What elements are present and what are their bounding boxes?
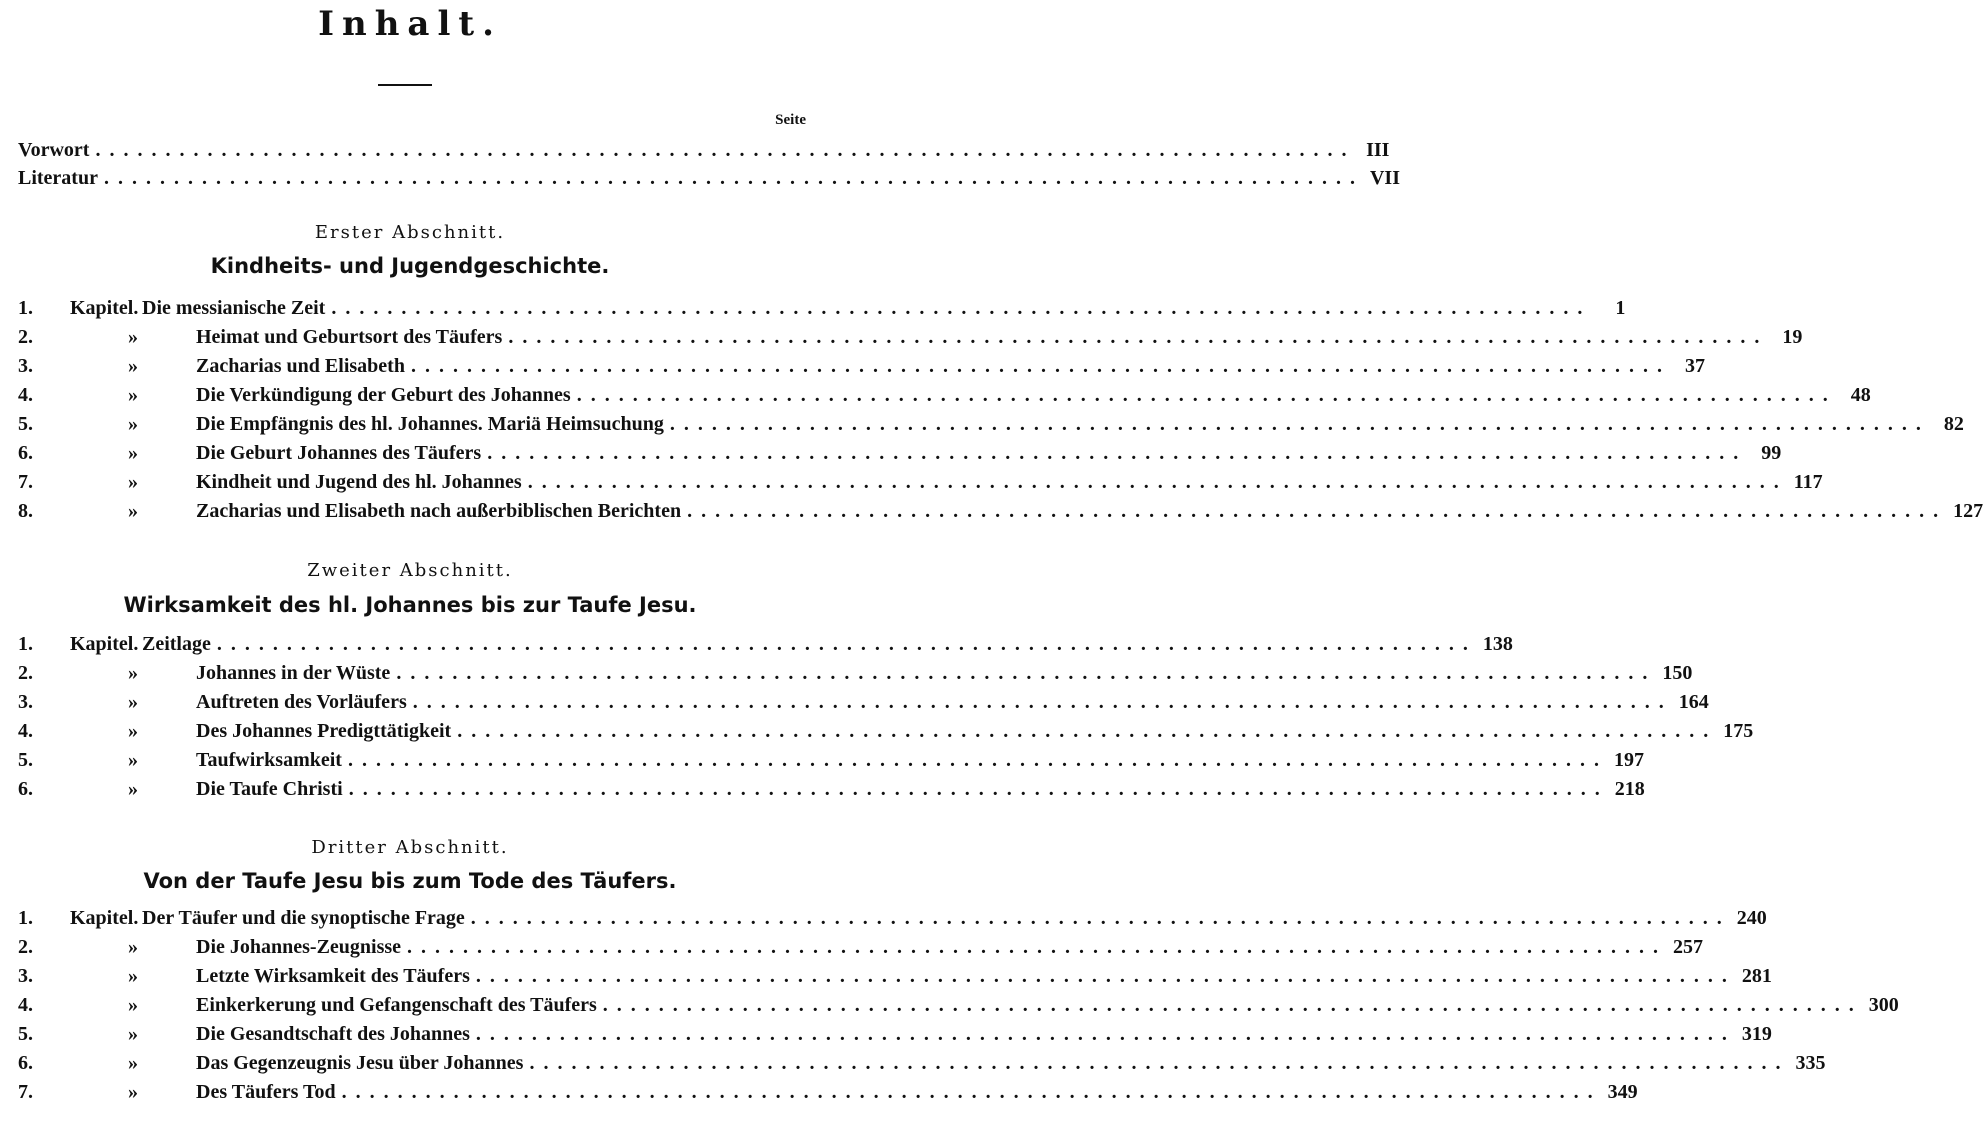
entry-title: Die Empfängnis des hl. Johannes. Mariä Heimsuchung: [196, 413, 664, 435]
chapter-number: 2.: [18, 662, 33, 684]
leader-dots: ..........................................................................................: [216, 633, 1477, 655]
entry-page: 300: [1868, 994, 1899, 1016]
chapter-label: Kapitel.: [70, 633, 139, 655]
leader-dots: ..........................................................................................: [475, 965, 1736, 987]
toc-entry[interactable]: [18, 994, 1899, 1020]
entry-page: 197: [1613, 749, 1644, 771]
chapter-number: 3.: [18, 691, 33, 713]
ditto-mark: »: [128, 994, 138, 1016]
entry-title: Heimat und Geburtsort des Täufers: [196, 326, 503, 348]
toc-entry[interactable]: [18, 907, 1767, 933]
chapter-number: 3.: [18, 965, 33, 987]
toc-entry-vorwort[interactable]: [18, 139, 1390, 165]
entry-title: Des Johannes Predigttätigkeit: [196, 720, 452, 742]
chapter-number: 5.: [18, 413, 33, 435]
chapter-number: 5.: [18, 1023, 33, 1045]
toc-entry[interactable]: [18, 936, 1704, 962]
ditto-mark: »: [128, 720, 138, 742]
ditto-mark: »: [128, 413, 138, 435]
entry-page: 349: [1607, 1081, 1638, 1103]
leader-dots: ..........................................................................................: [527, 471, 1788, 493]
page-title: Inhalt.: [318, 4, 502, 44]
leader-dots: ..........................................................................................: [457, 720, 1718, 742]
entry-title: Einkerkerung und Gefangenschaft des Täufers: [196, 994, 597, 1016]
entry-page: 48: [1850, 384, 1871, 406]
ditto-mark: »: [128, 326, 138, 348]
leader-dots: ..........................................................................................: [470, 907, 1731, 929]
entry-page: 127: [1953, 500, 1983, 522]
leader-dots: ..........................................................................................: [576, 384, 1837, 406]
leader-dots: ..........................................................................................: [103, 167, 1364, 189]
entry-title: Literatur: [18, 167, 98, 189]
section-1-title: Kindheits- und Jugendgeschichte.: [210, 254, 610, 278]
title-rule: [378, 84, 432, 86]
ditto-mark: »: [128, 749, 138, 771]
entry-title: Taufwirksamkeit: [196, 749, 342, 771]
ditto-mark: »: [128, 442, 138, 464]
toc-entry-literatur[interactable]: [18, 167, 1400, 193]
entry-page: VII: [1369, 167, 1400, 189]
toc-entry[interactable]: [18, 471, 1823, 497]
entry-title: Die Taufe Christi: [196, 778, 343, 800]
entry-title: Die Johannes-Zeugnisse: [196, 936, 402, 958]
leader-dots: ..........................................................................................: [331, 297, 1592, 319]
entry-title: Johannes in der Wüste: [196, 662, 391, 684]
chapter-number: 3.: [18, 355, 33, 377]
entry-page: 257: [1673, 936, 1704, 958]
leader-dots: ..........................................................................................: [669, 413, 1930, 435]
entry-title: Auftreten des Vorläufers: [196, 691, 407, 713]
toc-entry[interactable]: [18, 749, 1644, 775]
leader-dots: ..........................................................................................: [602, 994, 1863, 1016]
section-3-name: Dritter Abschnitt.: [311, 837, 509, 858]
chapter-number: 1.: [18, 297, 33, 319]
ditto-mark: »: [128, 500, 138, 522]
leader-dots: ..........................................................................................: [347, 749, 1608, 771]
entry-title: Der Täufer und die synoptische Frage: [142, 907, 465, 929]
entry-title: Die Geburt Johannes des Täufers: [196, 442, 482, 464]
entry-title: Das Gegenzeugnis Jesu über Johannes: [196, 1052, 524, 1074]
leader-dots: ..........................................................................................: [687, 500, 1948, 522]
toc-entry[interactable]: [18, 778, 1645, 804]
chapter-number: 7.: [18, 1081, 33, 1103]
leader-dots: ..........................................................................................: [475, 1023, 1736, 1045]
chapter-label: Kapitel.: [70, 297, 139, 319]
section-2-title: Wirksamkeit des hl. Johannes bis zur Taufe Jesu.: [123, 593, 697, 617]
entry-page: 164: [1678, 691, 1709, 713]
toc-entry[interactable]: [18, 1081, 1638, 1107]
toc-entry[interactable]: [18, 965, 1772, 991]
toc-entry[interactable]: [18, 384, 1871, 410]
toc-entry[interactable]: [18, 297, 1626, 323]
chapter-number: 4.: [18, 384, 33, 406]
chapter-number: 1.: [18, 907, 33, 929]
chapter-number: 6.: [18, 778, 33, 800]
entry-title: Zacharias und Elisabeth: [196, 355, 405, 377]
chapter-number: 2.: [18, 326, 33, 348]
entry-page: 19: [1782, 326, 1803, 348]
ditto-mark: »: [128, 1052, 138, 1074]
ditto-mark: »: [128, 691, 138, 713]
leader-dots: ..........................................................................................: [508, 326, 1769, 348]
entry-page: 99: [1761, 442, 1782, 464]
toc-entry[interactable]: [18, 355, 1705, 381]
entry-title: Die Gesandtschaft des Johannes: [196, 1023, 470, 1045]
ditto-mark: »: [128, 936, 138, 958]
entry-title: Vorwort: [18, 139, 90, 161]
ditto-mark: »: [128, 965, 138, 987]
entry-page: 319: [1741, 1023, 1772, 1045]
chapter-number: 6.: [18, 1052, 33, 1074]
chapter-number: 6.: [18, 442, 33, 464]
leader-dots: ..........................................................................................: [407, 936, 1668, 958]
chapter-number: 7.: [18, 471, 33, 493]
ditto-mark: »: [128, 1023, 138, 1045]
chapter-number: 8.: [18, 500, 33, 522]
entry-page: 240: [1736, 907, 1767, 929]
entry-title: Kindheit und Jugend des hl. Johannes: [196, 471, 522, 493]
section-1-name: Erster Abschnitt.: [314, 222, 506, 243]
leader-dots: ..........................................................................................: [410, 355, 1671, 377]
seite-label: Seite: [775, 112, 806, 128]
entry-page: 281: [1741, 965, 1772, 987]
entry-page: 150: [1662, 662, 1693, 684]
entry-title: Zacharias und Elisabeth nach außerbiblischen Berichten: [196, 500, 682, 522]
chapter-label: Kapitel.: [70, 907, 139, 929]
ditto-mark: »: [128, 1081, 138, 1103]
toc-entry[interactable]: [18, 691, 1709, 717]
leader-dots: ..........................................................................................: [95, 139, 1356, 161]
leader-dots: ..........................................................................................: [412, 691, 1673, 713]
chapter-number: 4.: [18, 720, 33, 742]
toc-entry[interactable]: [18, 720, 1754, 746]
toc-entry[interactable]: [18, 633, 1513, 659]
section-2-name: Zweiter Abschnitt.: [307, 560, 513, 581]
entry-page: 335: [1795, 1052, 1826, 1074]
entry-page: 175: [1723, 720, 1754, 742]
entry-page: 37: [1684, 355, 1705, 377]
ditto-mark: »: [128, 778, 138, 800]
toc-entry[interactable]: [18, 1052, 1826, 1078]
entry-title: Zeitlage: [142, 633, 211, 655]
entry-page: 138: [1482, 633, 1513, 655]
toc-entry[interactable]: [18, 500, 1983, 526]
entry-page: 82: [1943, 413, 1964, 435]
leader-dots: ..........................................................................................: [348, 778, 1609, 800]
chapter-number: 5.: [18, 749, 33, 771]
entry-page: 117: [1793, 471, 1823, 493]
entry-title: Die Verkündigung der Geburt des Johannes: [196, 384, 571, 406]
toc-entry[interactable]: [18, 413, 1964, 439]
chapter-number: 2.: [18, 936, 33, 958]
leader-dots: ..........................................................................................: [529, 1052, 1790, 1074]
toc-entry[interactable]: [18, 1023, 1772, 1049]
ditto-mark: »: [128, 662, 138, 684]
ditto-mark: »: [128, 384, 138, 406]
toc-entry[interactable]: [18, 662, 1693, 688]
chapter-number: 1.: [18, 633, 33, 655]
ditto-mark: »: [128, 355, 138, 377]
section-3-title: Von der Taufe Jesu bis zum Tode des Täufers.: [143, 869, 677, 893]
leader-dots: ..........................................................................................: [341, 1081, 1602, 1103]
toc-entry[interactable]: [18, 442, 1782, 468]
chapter-number: 4.: [18, 994, 33, 1016]
entry-title: Die messianische Zeit: [142, 297, 326, 319]
entry-page: 218: [1614, 778, 1645, 800]
entry-page: 1: [1615, 297, 1626, 319]
entry-title: Letzte Wirksamkeit des Täufers: [196, 965, 470, 987]
entry-page: III: [1366, 139, 1390, 161]
toc-entry[interactable]: [18, 326, 1803, 352]
leader-dots: ..........................................................................................: [487, 442, 1748, 464]
ditto-mark: »: [128, 471, 138, 493]
entry-title: Des Täufers Tod: [196, 1081, 336, 1103]
leader-dots: ..........................................................................................: [396, 662, 1657, 684]
